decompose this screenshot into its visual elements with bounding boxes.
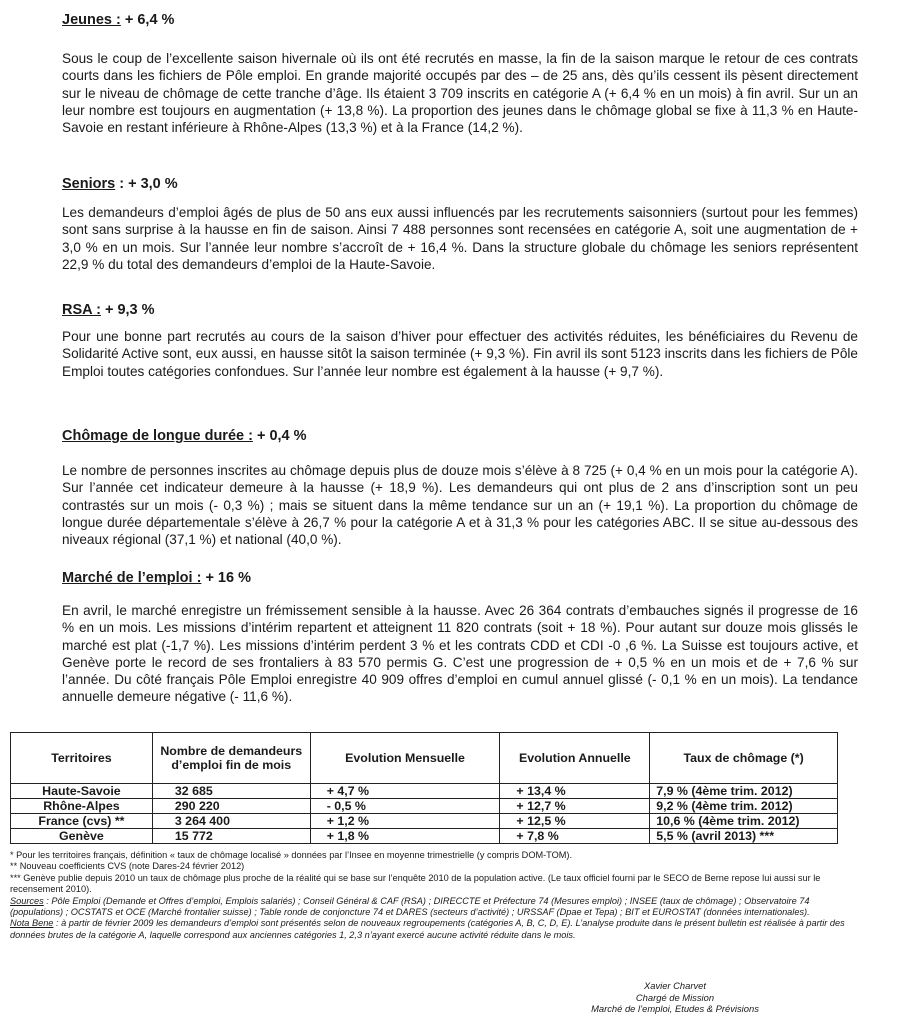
sources-text: : Pôle Emploi (Demande et Offres d’emploi, Emplois salariés) ; Conseil Général & CAF (RSA) ; DIRECCTE et Préfecture 74 (Mesures emploi) ; INSEE (taux de chômage) ; Observatoire 74 (populations) ; OCSTATS et OCE (Marché frontalier suisse) ; Table ronde de conjoncture 74 et DARES (secteurs d’activité) ; URSSAF (Dpae et Tepa) ; BIT et EUROSTAT (données internationales). (10, 895, 810, 918)
table-cell: Haute-Savoie (11, 784, 153, 799)
table-cell: 10,6 % (4ème trim. 2012) (650, 814, 838, 829)
table-cell: Genève (11, 829, 153, 844)
table-cell: + 12,5 % (500, 814, 650, 829)
table-cell: 5,5 % (avril 2013) *** (650, 829, 838, 844)
section-label: Seniors (62, 176, 116, 192)
column-header: Nombre de demandeurs d’emploi fin de mois (152, 733, 310, 784)
signature-role: Chargé de Mission (635, 991, 715, 1003)
sources-note (10, 896, 860, 919)
table-cell: 9,2 % (4ème trim. 2012) (650, 799, 838, 814)
footnote: *** Genève publie depuis 2010 un taux de chômage plus proche de la réalité qui se base sur l’enquête 2010 de la population active. (Le taux officiel fourni par le SECO de Berne repose lui aussi sur le recensement 2010). (10, 872, 821, 895)
section-title-seniors (62, 176, 178, 192)
sources-label: Sources (10, 895, 44, 906)
column-header: Evolution Annuelle (500, 733, 650, 784)
section-text-rsa: Pour une bonne part recrutés au cours de la saison d’hiver pour effectuer des activités réduites, les bénéficiaires du Revenu de Solidarité Active sont, eux aussi, en hausse sitôt la saison terminée (+ 9,3 %). Fin avril ils sont 5123 inscrits dans les fichiers de Pôle Emploi toutes catégories confondues. Sur l’année leur nombre est également à la hausse (+ 9,7 %). (62, 329, 858, 379)
table-cell: France (cvs) ** (11, 814, 153, 829)
section-text-jeunes: Sous le coup de l’excellente saison hivernale où ils ont été recrutés en masse, la fin de la saison marque le retour de ces contrats courts dans les fichiers de Pôle emploi. En grande majorité occupés par des – de 25 ans, dès qu’ils cessent ils pèsent directement sur le niveau de chômage de cette tranche d’âge. Ils étaient 3 709 inscrits en catégorie A (+ 6,4 % en un mois) à fin avril. Sur un an leur nombre est toujours en augmentation (+ 13,8 %). La proportion des jeunes dans le chômage global se fixe à 11,3 % en Haute-Savoie en restant inférieure à Rhône-Alpes (13,3 %) et à la France (14,2 %). (62, 51, 858, 136)
column-header: Evolution Mensuelle (310, 733, 500, 784)
section-text-longue-duree: Le nombre de personnes inscrites au chômage depuis plus de douze mois s’élève à 8 725 (+ 0,4 % en un mois pour la catégorie A). Sur l’année cet indicateur demeure à la hausse (+ 18,9 %). Les demandeurs qui ont plus de 2 ans d’inscription sont un peu contrastés sur un mois (- 0,3 %) ; mais se situent dans la même tendance sur un an (+ 19,1 %). La proportion du chômage de longue durée départementale s’élève à 26,7 % pour la catégorie A et à 31,3 % pour les catégories ABC. Il se situe au-dessous des niveaux régional (37,1 %) et national (40,0 %). (62, 463, 858, 548)
section-title-jeunes (62, 12, 174, 28)
section-value: + 16 % (205, 570, 251, 586)
table-row (11, 784, 838, 799)
table-cell: + 1,8 % (310, 829, 500, 844)
table-cell: + 4,7 % (310, 784, 500, 799)
table-cell: + 7,8 % (500, 829, 650, 844)
table-cell: 15 772 (152, 829, 310, 844)
nota-bene-label: Nota Bene (10, 918, 54, 929)
table-row (11, 814, 838, 829)
table-cell: + 1,2 % (310, 814, 500, 829)
table-cell: 290 220 (152, 799, 310, 814)
nota-bene-text: : à partir de février 2009 les demandeurs d’emploi sont présentés selon de nouveaux regroupements (catégories A, B, C, D, E). L’analyse produite dans le présent bulletin est réalisée à partir des données brutes de la catégorie A, laquelle correspond aux anciennes catégories 1, 2,3 n’ayant exercé aucune activité réduite dans le mois. (10, 918, 845, 940)
section-value: + 0,4 % (256, 428, 307, 444)
signature-block (560, 980, 790, 1015)
signature-dept: Marché de l’emploi, Etudes & Prévisions (591, 1003, 759, 1015)
data-table (10, 732, 838, 844)
footnotes (10, 850, 860, 941)
table-cell: 7,9 % (4ème trim. 2012) (650, 784, 838, 799)
nota-bene-note (10, 918, 860, 941)
table-row (11, 829, 838, 844)
footnote: * Pour les territoires français, définition « taux de chômage localisé » données par l’Insee en moyenne trimestrielle (y compris DOM-TOM). (10, 850, 573, 860)
column-header: Territoires (11, 733, 153, 784)
table-row (11, 799, 838, 814)
section-label: Chômage de longue durée : (62, 428, 253, 444)
section-title-marche (62, 570, 251, 586)
section-label: RSA : (62, 302, 101, 318)
table-cell: + 12,7 % (500, 799, 650, 814)
table-cell: - 0,5 % (310, 799, 500, 814)
table-header-row (11, 733, 838, 784)
section-label: Jeunes : (62, 12, 121, 28)
table-cell: + 13,4 % (500, 784, 650, 799)
section-text-seniors: Les demandeurs d’emploi âgés de plus de 50 ans eux aussi influencés par les recrutements saisonniers (surtout pour les femmes) sont sans surprise à la hausse en fin de saison. Ainsi 7 488 personnes sont recensées en catégorie A, soit une augmentation de + 3,0 % en un mois. Sur l’année leur nombre s’accroît de + 16,4 %. Dans la structure globale du chômage les seniors représentent 22,9 % du total des demandeurs d’emploi de la Haute-Savoie. (62, 205, 858, 272)
section-value: + 9,3 % (104, 302, 155, 318)
section-value: : + 3,0 % (119, 176, 178, 192)
column-header: Taux de chômage (*) (650, 733, 838, 784)
table-cell: 3 264 400 (152, 814, 310, 829)
table-cell: 32 685 (152, 784, 310, 799)
footnote: ** Nouveau coefficients CVS (note Dares-24 février 2012) (10, 861, 245, 872)
table-cell: Rhône-Alpes (11, 799, 153, 814)
section-text-marche: En avril, le marché enregistre un frémissement sensible à la hausse. Avec 26 364 contrats d’embauches signés il progresse de 16 % en un mois. Les missions d’intérim repartent et atteignent 11 820 contrats (soit + 18 %). Pour autant sur douze mois glissés le marché est plat (-1,7 %). Les missions d’intérim perdent 3 % et les contrats CDD et CDI -0 ,6 %. La Suisse est toujours active, et Genève porte le record de ses frontaliers à 83 570 permis G. C’est une progression de + 0,5 % en un mois et de + 7,6 % sur l’année. Du côté français Pôle Emploi enregistre 40 909 offres d’emploi en cumul annuel glissé (- 0,1 % en un mois). La tendance annuelle demeure négative (- 11,6 %). (62, 603, 858, 705)
section-title-rsa (62, 302, 155, 318)
section-title-longue-duree (62, 428, 307, 444)
signature-name: Xavier Charvet (643, 980, 706, 991)
section-value: + 6,4 % (124, 12, 175, 28)
section-label: Marché de l’emploi : (62, 570, 202, 586)
